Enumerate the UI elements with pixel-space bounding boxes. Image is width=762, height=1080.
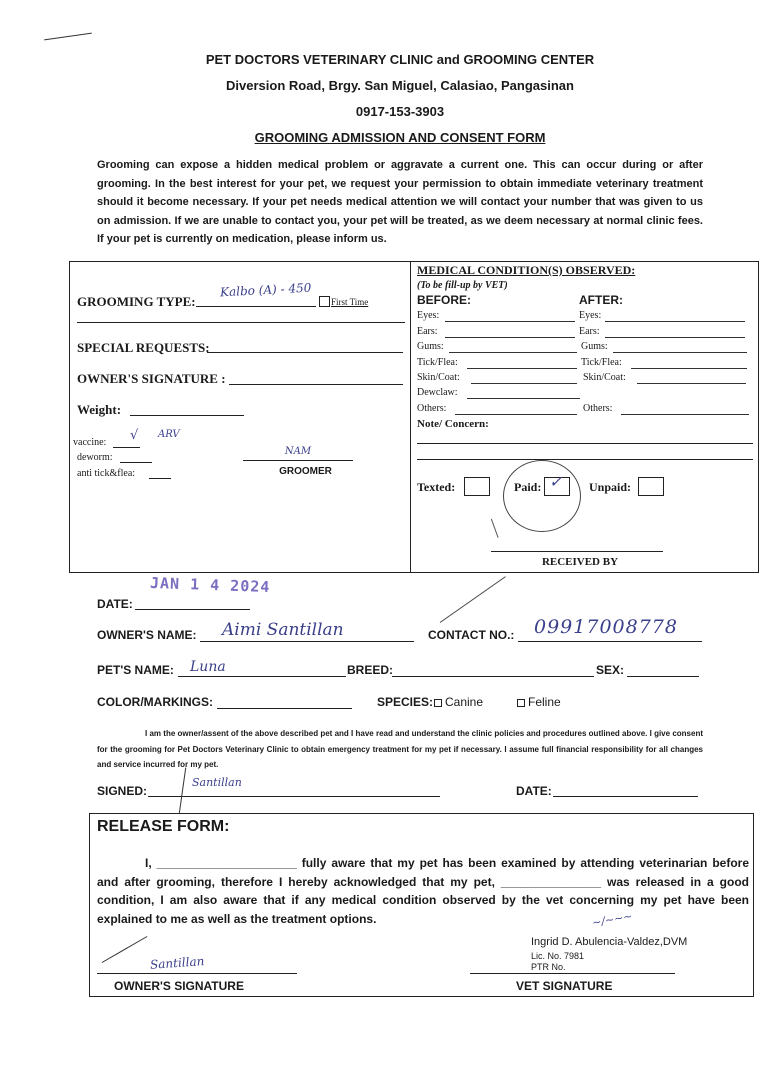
medical-title: MEDICAL CONDITION(S) OBSERVED:	[417, 263, 636, 277]
weight-label: Weight:	[77, 402, 122, 417]
before-ears-row[interactable]: Ears:	[417, 325, 575, 339]
special-requests-line[interactable]	[207, 352, 403, 353]
paid-label: Paid:	[514, 480, 542, 494]
after-gums-row[interactable]: Gums:	[581, 340, 747, 354]
owner-signature-line[interactable]	[229, 384, 403, 385]
paid-check-mark: ✓	[549, 472, 563, 491]
intro-paragraph: Grooming can expose a hidden medical problem or aggravate a current one. This can occur during or after grooming. In the best interest for your pet, we request your permission to obtain immediate veterinary treatment should it become necessary. If your pet needs medical attention we will contact your number that was given to us on admission. If we are unable to contact you, your pet will be treated, as we deem necessary at normal clinic fees. If your pet is currently on medication, please inform us.	[97, 159, 703, 246]
pet-name-label: PET'S NAME:	[97, 663, 174, 677]
release-title: RELEASE FORM:	[97, 818, 230, 835]
before-others-row[interactable]: Others:	[417, 402, 577, 416]
vet-name: Ingrid D. Abulencia-Valdez,DVM	[531, 936, 688, 948]
date-line[interactable]	[135, 609, 250, 610]
vaccine-value: ARV	[158, 429, 180, 440]
vet-ptr: PTR No.	[531, 962, 566, 972]
vet-signature-scribble: ~/~~~	[591, 909, 634, 930]
clinic-name: PET DOCTORS VETERINARY CLINIC and GROOMING CENTER	[205, 52, 595, 67]
weight-line[interactable]	[130, 415, 244, 416]
signature-stroke	[179, 767, 196, 814]
after-ears-row[interactable]: Ears:	[579, 325, 745, 339]
vet-lic: Lic. No. 7981	[531, 951, 585, 961]
date2-line[interactable]	[553, 796, 698, 797]
texted-label: Texted:	[417, 480, 456, 494]
vaccine-line[interactable]	[113, 447, 140, 448]
consent-paragraph: I am the owner/assent of the above described pet and I have read and understand the clinic policies and procedures outlined above. I give consent for the grooming for Pet Doctors Veterinary Clinic to obtain emergency treatment for my pet if necessary. I assume full financial responsibility for all changes and service incurred for my pet.	[97, 729, 703, 769]
contact-label: CONTACT NO.:	[428, 628, 515, 642]
first-time-label: First Time	[331, 297, 369, 307]
before-tickflea-row[interactable]: Tick/Flea:	[417, 356, 577, 370]
special-requests-label: SPECIAL REQUESTS:	[77, 340, 210, 355]
owner-name-value: Aimi Santillan	[222, 620, 344, 640]
before-eyes-row[interactable]: Eyes:	[417, 309, 575, 323]
vet-sig-line[interactable]	[470, 973, 675, 974]
owner-name-label: OWNER'S NAME:	[97, 628, 197, 642]
groomer-value: NAM	[284, 446, 312, 457]
owner-signature-label: OWNER'S SIGNATURE :	[77, 371, 226, 386]
owner-sig-line[interactable]	[97, 973, 297, 974]
before-dewclaw-row[interactable]: Dewclaw:	[417, 386, 580, 400]
after-label: AFTER:	[579, 293, 623, 307]
before-skincoat-row[interactable]: Skin/Coat:	[417, 371, 577, 385]
after-others-row[interactable]: Others:	[583, 402, 749, 416]
owner-name-line[interactable]	[200, 641, 414, 642]
note-concern-label: Note/ Concern:	[417, 418, 489, 430]
before-label: BEFORE:	[417, 293, 471, 307]
anti-tick-label: anti tick&flea:	[77, 468, 136, 479]
release-paragraph: I, _____________________ fully aware that my pet has been examined by attending veterinarian before and after grooming, therefore I hereby acknowledged that my pet, _______________ was released in a good condition, I am also aware that if any medical condition observed by the vet concerning my pet have been explained to me as well as the treatment options.	[97, 856, 749, 926]
signed-value: Santillan	[192, 776, 242, 789]
stray-pen-mark	[44, 33, 92, 41]
vet-sig-label: VET SIGNATURE	[516, 979, 613, 993]
note-line-2[interactable]	[417, 459, 753, 460]
grooming-type-line-2[interactable]	[77, 322, 405, 323]
pet-name-value: Luna	[190, 659, 226, 675]
grooming-type-value: Kalbo (A) - 450	[219, 280, 312, 300]
before-gums-row[interactable]: Gums:	[417, 340, 577, 354]
owner-sig-value: Santillan	[149, 954, 205, 972]
date-label: DATE:	[97, 597, 133, 611]
unpaid-checkbox[interactable]	[638, 477, 664, 496]
species-feline-label: Feline	[528, 695, 561, 709]
color-markings-label: COLOR/MARKINGS:	[97, 695, 213, 709]
grooming-type-label: GROOMING TYPE:	[77, 294, 196, 309]
species-label: SPECIES:	[377, 695, 434, 709]
texted-checkbox[interactable]	[464, 477, 490, 496]
species-feline-checkbox[interactable]	[517, 699, 525, 707]
vaccine-label: vaccine:	[73, 437, 107, 448]
contact-value: 09917008778	[534, 616, 678, 638]
vaccine-mark: √	[130, 428, 139, 443]
groomer-line[interactable]	[243, 460, 353, 461]
form-title: GROOMING ADMISSION AND CONSENT FORM	[254, 130, 546, 145]
species-canine-checkbox[interactable]	[434, 699, 442, 707]
first-time-checkbox[interactable]	[319, 296, 330, 307]
received-by-label: RECEIVED BY	[541, 556, 619, 568]
clinic-phone: 0917-153-3903	[355, 104, 445, 119]
breed-line[interactable]	[392, 676, 594, 677]
deworm-label: deworm:	[77, 452, 113, 463]
unpaid-label: Unpaid:	[589, 480, 632, 494]
box-divider	[410, 262, 411, 572]
received-by-line[interactable]	[491, 551, 663, 552]
date2-label: DATE:	[516, 784, 552, 798]
note-line-1[interactable]	[417, 443, 753, 444]
anti-tick-line[interactable]	[149, 478, 171, 479]
breed-label: BREED:	[347, 663, 394, 677]
date-stamp: JAN 1 4 2024	[149, 573, 271, 597]
signed-label: SIGNED:	[97, 784, 148, 798]
clinic-address: Diversion Road, Brgy. San Miguel, Calasiao, Pangasinan	[226, 78, 574, 93]
after-tickflea-row[interactable]: Tick/Flea:	[581, 356, 747, 370]
paid-circle-mark	[503, 460, 581, 532]
pet-name-line[interactable]	[178, 676, 346, 677]
sex-line[interactable]	[627, 676, 699, 677]
groomer-label: GROOMER	[279, 466, 332, 477]
after-skincoat-row[interactable]: Skin/Coat:	[583, 371, 746, 385]
diagonal-pen-stroke	[440, 576, 506, 623]
owner-sig-label: OWNER'S SIGNATURE	[114, 979, 244, 993]
grooming-type-line[interactable]	[196, 306, 316, 307]
contact-line[interactable]	[518, 641, 702, 642]
medical-subtitle: (To be fill-up by VET)	[417, 280, 508, 291]
sex-label: SEX:	[596, 663, 625, 677]
species-canine-label: Canine	[445, 695, 484, 709]
deworm-line[interactable]	[120, 462, 152, 463]
color-markings-line[interactable]	[217, 708, 352, 709]
after-eyes-row[interactable]: Eyes:	[579, 309, 745, 323]
